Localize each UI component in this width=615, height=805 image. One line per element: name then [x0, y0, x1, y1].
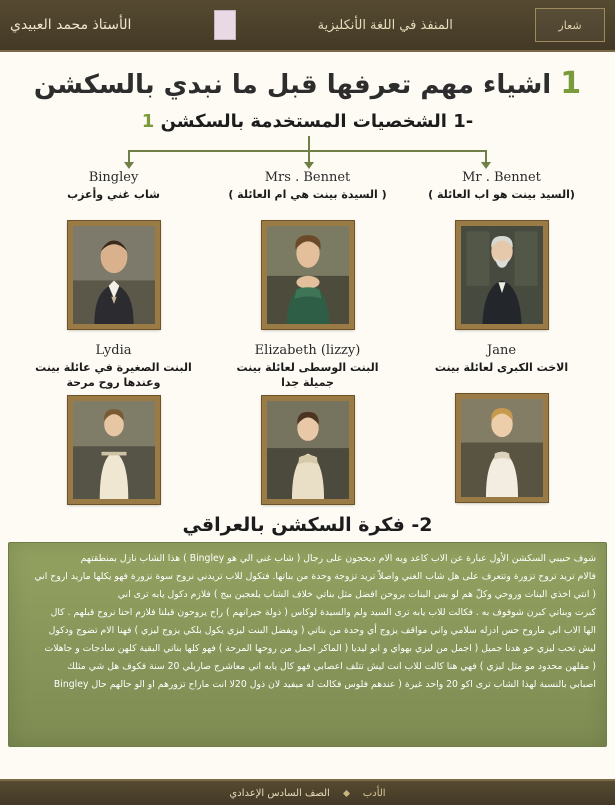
page-title-number: 1 — [560, 66, 582, 101]
character-name: Elizabeth (lizzy) — [254, 343, 361, 358]
young-woman-standing-portrait — [68, 396, 160, 504]
character-name: Lydia — [95, 343, 132, 358]
page-title-text: اشياء مهم تعرفها قبل ما نبدي بالسكشن — [33, 70, 552, 100]
header-teacher: الأستاذ محمد العبيدي — [10, 17, 132, 33]
character-card-elizabeth — [223, 343, 393, 504]
character-description: ( السيدة بينت هي ام العائلة ) — [228, 188, 387, 201]
woman-green-dress-portrait — [262, 221, 354, 329]
summary-line: ليش تحب ليزي خو هدنا جميل ( اجمل من ليزي بهواي و ابو ليديا ( الماكر اجمل من روحها المرحة ) فهو كلها بناتي البقية كلهن سادجات و جاهلات — [44, 642, 596, 654]
character-description: البنت الصغيرة في عائلة بينت وعندها روح مرحة — [35, 361, 192, 389]
section-heading-number: 1 — [141, 111, 155, 132]
page-title — [0, 66, 615, 101]
character-description: شاب غني وأعزب — [67, 188, 160, 201]
page-header — [0, 0, 615, 52]
character-name: Jane — [486, 343, 517, 358]
section-heading-prefix: -1 — [453, 111, 474, 132]
section-heading-label: الشخصيات المستخدمة بالسكشن — [160, 111, 447, 132]
character-description: (السيد بينت هو اب العائلة ) — [428, 188, 575, 201]
summary-line: ( انتي اخذي البنات وروحي وكلّ هم لو بس البنات يروحن افضل مثل بناتي خلاف الشاب يلعجبن بيج ) فلازم دكول يابه ترى اني — [117, 588, 596, 600]
character-card-jane — [417, 343, 587, 504]
connector-arrow-right — [481, 162, 491, 169]
tree-connector — [40, 136, 575, 166]
header-chip-decoration — [214, 10, 236, 40]
section-heading — [0, 111, 615, 132]
footer-grade: الصف السادس الإعدادي — [229, 787, 330, 799]
old-man-portrait — [456, 221, 548, 329]
character-row-1 — [0, 170, 615, 329]
summary-line: الها الاب اني ماروح حس ادزله سلامي واني مواقف يزوج أي وحدة من بناتي ( ويفضل البنت ليزي يكول بلكي يزوج ليزي ) فهنا الام تضوج ودكول — [48, 624, 596, 636]
connector-arrow-left — [124, 162, 134, 169]
summary-line: اصبابي بالنسبة لهذا الشاب ترى اكو 20 واحد غيرة ( عندهم فلوس فكالت له ميفيد لان ذول 20لا انت ماراح تزورهم او الو حالهم حال Bingley — [53, 678, 596, 690]
character-card-bingley — [29, 170, 199, 329]
character-name: Mrs . Bennet — [264, 170, 351, 185]
footer-diamond-icon — [343, 789, 350, 796]
young-woman-white-dress-portrait — [456, 394, 548, 502]
character-card-lydia — [29, 343, 199, 504]
character-card-mr-bennet — [417, 170, 587, 329]
character-row-2 — [0, 343, 615, 504]
young-woman-seated-portrait — [262, 396, 354, 504]
connector-arrow-center — [304, 162, 314, 169]
young-man-portrait — [68, 221, 160, 329]
summary-line: فالام تريد تروح تزورة وتتعرف على هل شاب الغني واصلاً تريد تزوجة وحدة من بناتها. فتكول للاب تريدني نروح سوة نزورة فهو يكلها ماريد اروح اني — [34, 570, 596, 582]
arabic-summary-text — [8, 542, 607, 747]
character-name: Bingley — [88, 170, 139, 185]
character-card-mrs-bennet — [223, 170, 393, 329]
summary-line: ( مقلهن محدود مو مثل ليزي ) فهي هنا كالت للاب انت ليش تتلف اعصابي فهو كال يابه اني معاشرج صاربلي 20 سنة فكوف هل شي مثلك — [67, 660, 596, 672]
character-description: الاخت الكبرى لعائلة بينت — [434, 361, 569, 374]
seal-text: شعار — [558, 18, 582, 32]
paragraph-section-title: 2- فكرة السكشن بالعراقي — [182, 513, 433, 536]
page-footer — [0, 779, 615, 805]
header-subject: المنفذ في اللغة الأنكليزية — [317, 17, 453, 33]
connector-stem — [308, 136, 310, 150]
summary-line: كبرت وبناتي كبرن شوفوف به . فكالت للاب يابه ترى السيد ولم والسيدة لوكاس ( ذولة جيرانهم ) راح يروحون قبلنا فلازم احنا نروح قبلهم . كال — [50, 606, 596, 618]
summary-line: شوف حبيبي السكشن الأول عبارة عن الاب كاعد ويه الام ديحجون على رجال ( شاب غني الي هو Bingley ) هذا الشاب نازل بمنطقتهم — [80, 552, 596, 564]
seal-logo — [535, 8, 605, 42]
character-name: Mr . Bennet — [462, 170, 541, 185]
footer-subject-tag: الأدب — [362, 787, 386, 799]
character-description: البنت الوسطى لعائلة بينت جميلة جدا — [236, 361, 379, 389]
